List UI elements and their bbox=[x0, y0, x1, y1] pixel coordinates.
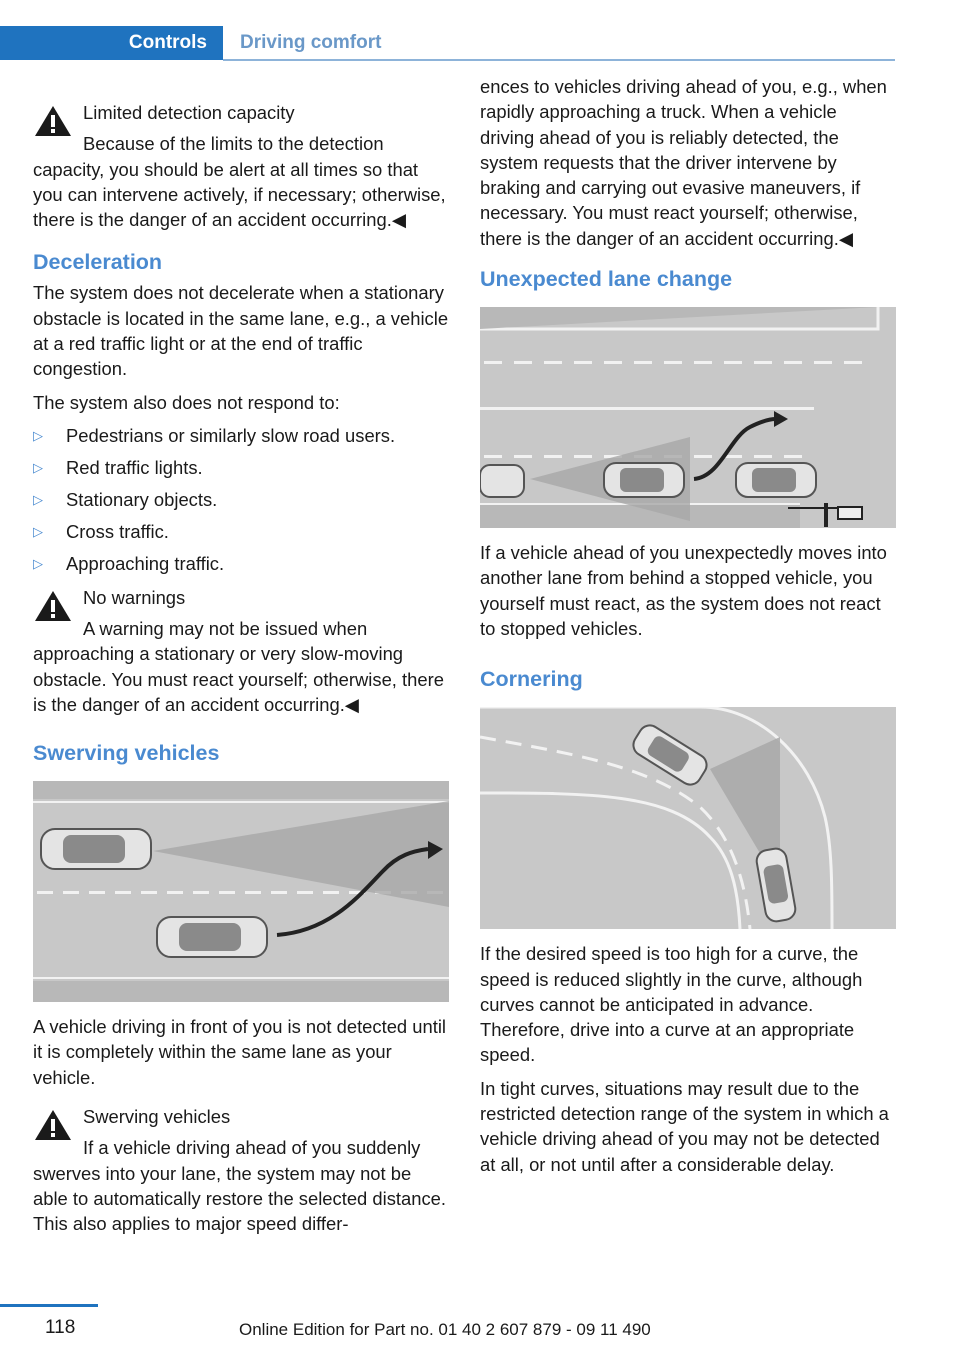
paragraph: If the desired speed is too high for a curve, the speed is reduced slightly in the curve, although curves cannot be anticipated in advance. Therefore, drive into a curve at an appropriate speed. bbox=[480, 943, 863, 1066]
paragraph: The system does not decelerate when a stationary obstacle is located in the same lane, e.g., a vehicle at a red traffic light or at the end of traffic congestion. bbox=[33, 282, 449, 380]
warning-limited-detection bbox=[33, 100, 449, 232]
own-car bbox=[157, 917, 267, 957]
right-column bbox=[480, 74, 896, 1185]
heading-cornering: Cornering bbox=[480, 667, 583, 692]
warning-no-warnings bbox=[33, 585, 449, 717]
bullet-list bbox=[33, 423, 449, 577]
warning-title: Swerving vehicles bbox=[83, 1106, 231, 1128]
figure-caption: A vehicle driving in front of you is not detected until it is completely within the same lane as your vehicle. bbox=[33, 1016, 447, 1088]
warning-swerving-vehicles bbox=[33, 1104, 449, 1236]
list-item: ▷ Stationary objects. bbox=[33, 489, 218, 511]
bullet-triangle-icon: ▷ bbox=[33, 556, 43, 572]
list-item: ▷ Cross traffic. bbox=[33, 521, 169, 543]
page-number: 118 bbox=[45, 1317, 76, 1338]
figure-caption: If a vehicle ahead of you unexpectedly moves into another lane from behind a stopped vehicle, you yourself must react, as the system does not react to stopped vehicles. bbox=[480, 542, 887, 639]
warning-triangle-icon bbox=[33, 589, 73, 623]
list-item: ▷ Pedestrians or similarly slow road users. bbox=[33, 424, 396, 446]
paragraph-continued: ences to vehicles driving ahead of you, e.g., when rapidly approaching a truck. When a vehicle driving ahead of you is reliably detected, the system requests that the driver intervene by braking and carrying out evasive maneuvers, if necessary. You must react yourself; otherwise, there is the danger of an accident occurring.◀ bbox=[480, 76, 887, 249]
footer-rule bbox=[0, 1304, 98, 1307]
warning-text: If a vehicle driving ahead of you suddenly swerves into your lane, the system may not be able to automatically restore the selected distance. This also applies to major speed differ- bbox=[33, 1137, 446, 1235]
page-header bbox=[0, 26, 895, 62]
warning-triangle-icon bbox=[33, 104, 73, 138]
heading-swerving-vehicles: Swerving vehicles bbox=[33, 741, 220, 766]
bullet-triangle-icon: ▷ bbox=[33, 524, 43, 540]
warning-title: Limited detection capacity bbox=[83, 102, 295, 123]
warning-title: No warnings bbox=[83, 586, 186, 608]
warning-triangle-icon bbox=[33, 1108, 73, 1142]
heading-unexpected-lane-change: Unexpected lane change bbox=[480, 267, 733, 292]
car-ahead bbox=[41, 829, 151, 869]
subsection-tab: Driving comfort bbox=[240, 32, 382, 53]
heading-deceleration: Deceleration bbox=[33, 250, 163, 275]
edition-text: Online Edition for Part no. 01 40 2 607 879 - 09 11 490 bbox=[239, 1320, 651, 1339]
warning-text: A warning may not be issued when approaching a stationary or very slow-moving obstacle. You must react yourself; otherwise, there is the danger of an accident occurring.◀ bbox=[33, 617, 444, 715]
page-footer bbox=[0, 1304, 960, 1362]
bullet-triangle-icon: ▷ bbox=[33, 427, 43, 443]
lane-change-illustration bbox=[480, 307, 896, 528]
warning-text: Because of the limits to the detection capacity, you should be alert at all times so that you can intervene actively, if necessary; otherwise, there is the danger of an accident occurring.◀ bbox=[33, 133, 446, 231]
bullet-triangle-icon: ▷ bbox=[33, 492, 43, 508]
paragraph: In tight curves, situations may result due to the restricted detection range of the system in which a vehicle driving ahead of you may not be detected at all, or not until after a considerable delay. bbox=[480, 1077, 889, 1175]
list-item: ▷ Red traffic lights. bbox=[33, 457, 203, 479]
left-column bbox=[33, 100, 449, 1245]
swerving-vehicles-illustration bbox=[33, 781, 449, 1002]
cornering-illustration bbox=[480, 707, 896, 929]
bullet-triangle-icon: ▷ bbox=[33, 460, 43, 476]
list-item: ▷ Approaching traffic. bbox=[33, 553, 225, 575]
paragraph: The system also does not respond to: bbox=[33, 391, 340, 413]
section-tab: Controls bbox=[0, 26, 223, 60]
header-rule bbox=[223, 59, 895, 61]
